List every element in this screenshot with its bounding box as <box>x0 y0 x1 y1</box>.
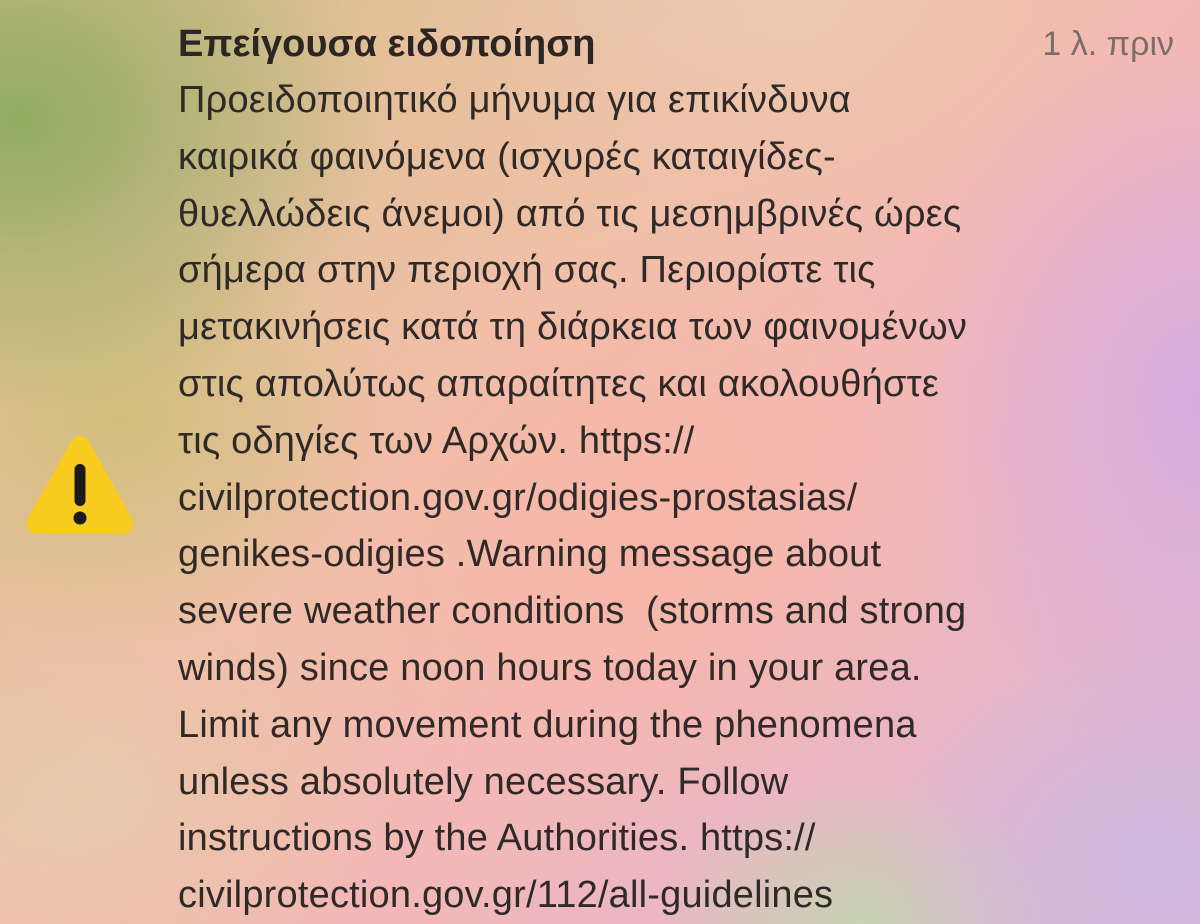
message-line: severe weather conditions (storms and strong <box>178 590 967 633</box>
warning-triangle-icon <box>24 432 136 536</box>
notification-message <box>178 72 1178 924</box>
message-line: θυελλώδεις άνεμοι) από τις μεσημβρινές ώρες <box>178 192 962 235</box>
message-line: τις οδηγίες των Αρχών. https:// <box>178 419 695 462</box>
message-line: στις απολύτως απαραίτητες και ακολουθήστε <box>178 362 939 405</box>
message-line: instructions by the Authorities. https:// <box>178 817 816 860</box>
message-line: καιρικά φαινόμενα (ισχυρές καταιγίδες- <box>178 135 836 178</box>
message-line: σήμερα στην περιοχή σας. Περιορίστε τις <box>178 249 876 292</box>
message-line: genikes-odigies .Warning message about <box>178 533 882 576</box>
message-line: unless absolutely necessary. Follow <box>178 760 789 803</box>
message-line: Limit any movement during the phenomena <box>178 703 917 746</box>
message-line: civilprotection.gov.gr/odigies-prostasias/ <box>178 476 858 519</box>
message-line: winds) since noon hours today in your area. <box>178 646 922 689</box>
message-line: μετακινήσεις κατά τη διάρκεια των φαινομένων <box>178 306 968 349</box>
message-line: Προειδοποιητικό μήνυμα για επικίνδυνα <box>178 79 851 121</box>
notification-header <box>178 16 1178 72</box>
message-line: civilprotection.gov.gr/112/all-guidelines <box>178 874 834 917</box>
notification-title: Επείγουσα ειδοποίηση <box>178 23 596 65</box>
notification-timestamp: 1 λ. πριν <box>1042 25 1174 63</box>
